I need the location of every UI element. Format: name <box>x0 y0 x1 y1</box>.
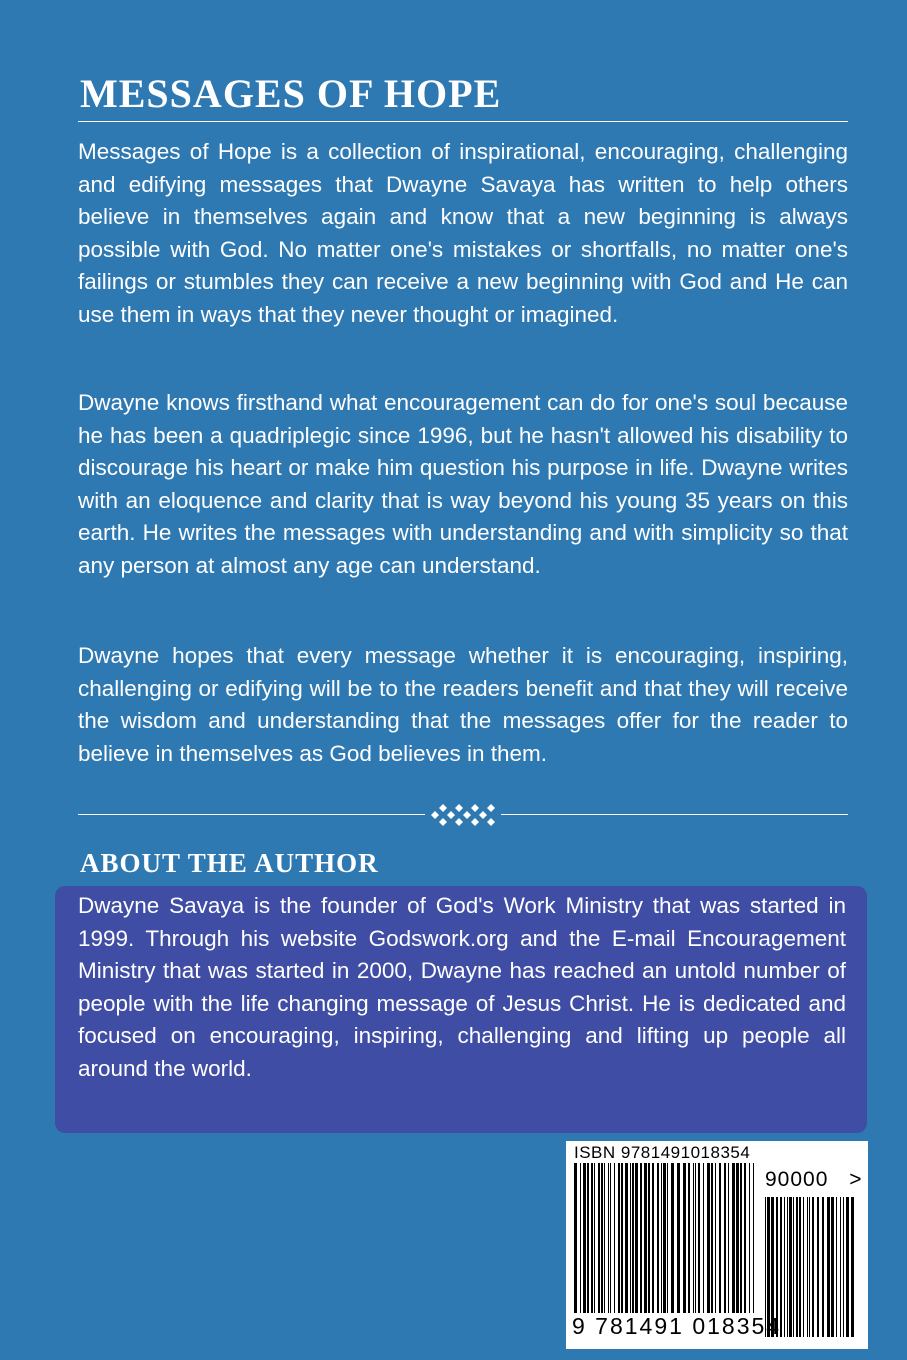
author-box <box>55 886 867 1133</box>
barcode-bar <box>580 1163 581 1313</box>
author-bio: Dwayne Savaya is the founder of God's Work Ministry that was started in 1999. Through his website Godswork.org and the E-mail Encouragement Ministry that was started in 2000, Dwayne has reached an untold number of people with the life changing message of Jesus Christ. He is dedicated and focused on encouraging, inspiring, challenging and lifting up people all around the world. <box>78 893 846 1081</box>
barcode-bar <box>630 1163 631 1313</box>
barcode-bar <box>809 1197 810 1337</box>
barcode-bar <box>661 1163 662 1313</box>
barcode-bar <box>608 1163 609 1313</box>
barcode-bar <box>652 1163 654 1313</box>
barcode-bar <box>644 1163 647 1313</box>
barcode-bar <box>827 1197 830 1337</box>
barcode-bar <box>693 1163 694 1313</box>
barcode-bar <box>698 1163 700 1313</box>
barcode-bar <box>711 1163 713 1313</box>
barcode-bar <box>793 1197 794 1337</box>
barcode-bar <box>803 1197 804 1337</box>
barcode-bar <box>625 1163 628 1313</box>
barcode-bar <box>604 1163 605 1313</box>
barcode-bar <box>610 1163 611 1313</box>
barcode-bar <box>583 1163 586 1313</box>
isbn-label: ISBN 9781491018354 <box>574 1143 751 1162</box>
barcode-bar <box>663 1163 666 1313</box>
barcode-box <box>566 1141 868 1349</box>
barcode-bar <box>657 1163 659 1313</box>
barcode-bar <box>621 1163 623 1313</box>
barcode-bar <box>840 1197 841 1337</box>
barcode-bar <box>799 1197 801 1337</box>
title-rule <box>78 121 848 122</box>
barcode-bar <box>822 1197 824 1337</box>
barcode-icon <box>574 1163 756 1313</box>
barcode-bar <box>715 1163 716 1313</box>
about-heading: ABOUT THE AUTHOR <box>80 848 379 878</box>
description-paragraph-2: Dwayne knows firsthand what encouragement can do for one's soul because he has been a quadriplegic since 1996, but he hasn't allowed his disability to discourage his heart or make him question his purpose in life. Dwayne writes with an eloquence and clarity that is way beyond his young 35 years on this earth. He writes the messages with understanding and with simplicity so that any person at almost any age can understand. <box>78 390 848 578</box>
barcode-bar <box>787 1197 788 1337</box>
barcode-bar <box>817 1197 819 1337</box>
description-paragraph-1: Messages of Hope is a collection of inspirational, encouraging, challenging and edifying messages that Dwayne Savaya has written to help others believe in themselves again and know that a new beginning is always possible with God. No matter one's mistakes or shortfalls, no matter one's failings or stumbles they can receive a new beginning with God and He can use them in ways that they never thought or imagined. <box>78 139 848 327</box>
price-code-value: 90000 <box>765 1168 829 1191</box>
barcode-bar <box>851 1197 854 1337</box>
barcode-bar <box>728 1163 729 1313</box>
barcode-bar <box>707 1163 710 1313</box>
barcode-bar <box>618 1163 620 1313</box>
barcode-bar <box>724 1163 726 1313</box>
description-paragraph-3: Dwayne hopes that every message whether it is encouraging, inspiring, challenging or edifying will be to the readers benefit and that they will receive the wisdom and understanding that the messages offer for the reader to believe in themselves as God believes in them. <box>78 643 848 766</box>
barcode-bar <box>695 1163 696 1313</box>
barcode-bar <box>614 1163 615 1313</box>
barcode-bar <box>640 1163 642 1313</box>
barcode-bar <box>671 1163 674 1313</box>
section-divider <box>78 810 848 820</box>
barcode-bar <box>744 1163 746 1313</box>
barcode-bar <box>719 1163 721 1313</box>
barcode-bar <box>784 1197 785 1337</box>
divider-line-right <box>501 814 848 815</box>
barcode-bar <box>683 1163 686 1313</box>
barcode-bar <box>587 1163 589 1313</box>
barcode-bar <box>812 1197 814 1337</box>
barcode-bar <box>831 1197 834 1337</box>
barcode-bar <box>740 1163 742 1313</box>
price-arrow: > <box>849 1168 863 1191</box>
barcode-bar <box>703 1163 704 1313</box>
barcode-bar <box>594 1163 595 1313</box>
barcode-bar <box>843 1197 844 1337</box>
barcode-bar <box>789 1197 792 1337</box>
barcode-bar <box>749 1163 750 1313</box>
barcode-bar <box>598 1163 600 1313</box>
isbn-digits: 9 781491 018354 <box>572 1313 782 1339</box>
barcode-bar <box>736 1163 739 1313</box>
barcode-bar <box>846 1197 849 1337</box>
barcode-bar <box>667 1163 668 1313</box>
divider-line-left <box>78 814 425 815</box>
barcode-bar <box>796 1197 798 1337</box>
barcode-bar <box>591 1163 593 1313</box>
book-title: MESSAGES OF HOPE <box>80 71 502 116</box>
barcode-bar <box>753 1163 754 1313</box>
barcode-bar <box>836 1197 837 1337</box>
barcode-bar <box>688 1163 690 1313</box>
barcode-bar <box>677 1163 680 1313</box>
barcode-bar <box>632 1163 634 1313</box>
price-code <box>765 1168 863 1192</box>
diamond-ornament-icon <box>425 800 501 830</box>
barcode-bar <box>732 1163 735 1313</box>
barcode-bar <box>601 1163 603 1313</box>
barcode-bar <box>807 1197 808 1337</box>
barcode-bar <box>648 1163 650 1313</box>
barcode-bar <box>574 1163 577 1313</box>
barcode-bar <box>635 1163 638 1313</box>
